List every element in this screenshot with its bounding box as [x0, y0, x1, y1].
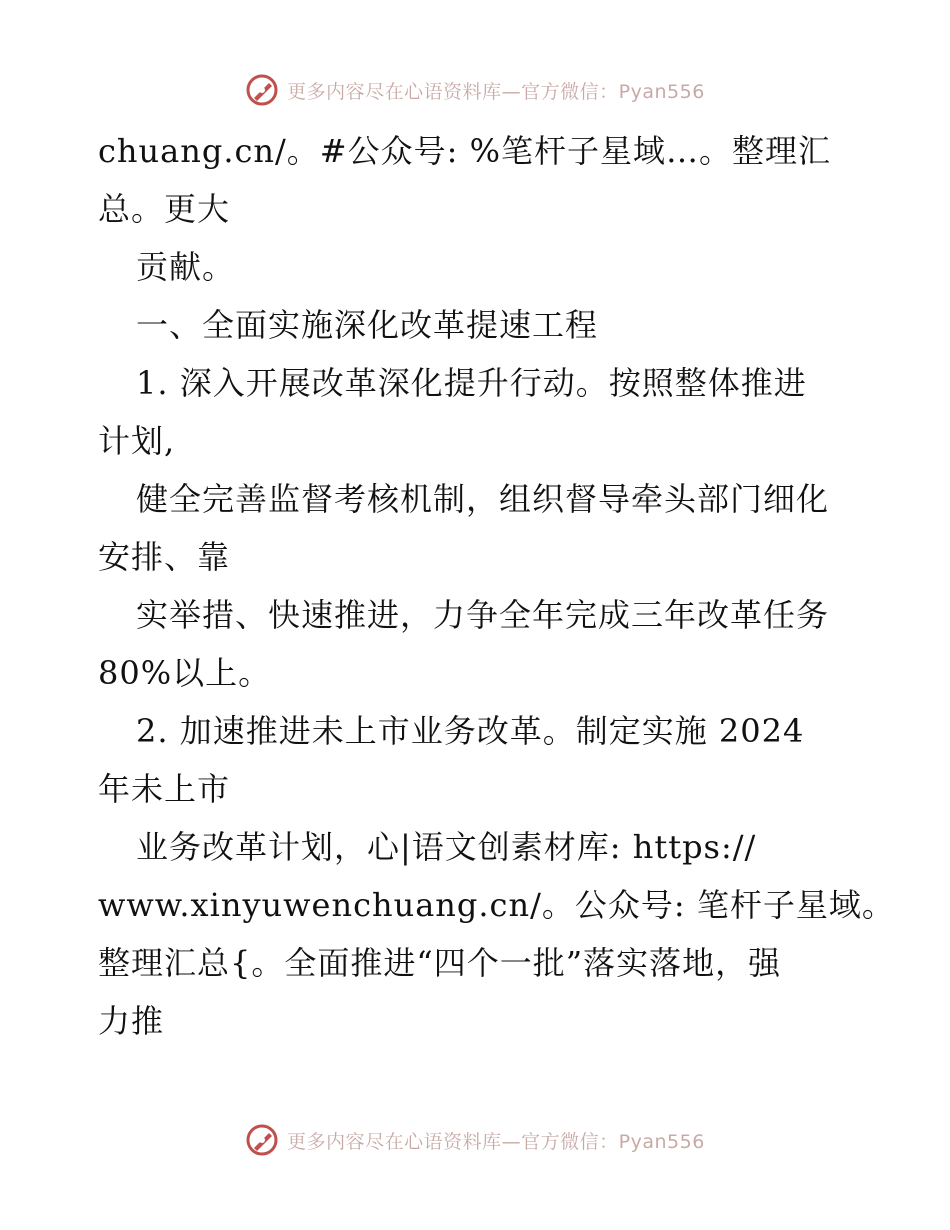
document-body [98, 122, 895, 1050]
text-line: 2. 加速推进未上市业务改革。制定实施 2024 [136, 712, 805, 750]
text-line: chuang.cn/。#公众号: %笔杆子星域…。整理汇 [98, 132, 831, 170]
footer-watermark [0, 1120, 950, 1160]
text-line: www.xinyuwenchuang.cn/。公众号: 笔杆子星域。 [98, 886, 895, 924]
text-line: 总。更大 [98, 190, 231, 228]
text-line: 1. 深入开展改革深化提升行动。按照整体推进 [136, 364, 807, 402]
text-line: 力推 [98, 1002, 165, 1040]
watermark-label: 更多内容尽在心语资料库—官方微信： [287, 1130, 619, 1153]
watermark-label: 更多内容尽在心语资料库—官方微信： [287, 80, 619, 103]
text-line: 整理汇总{。全面推进“四个一批”落实落地，强 [98, 944, 782, 982]
header-watermark [0, 70, 950, 110]
text-line: 健全完善监督考核机制，组织督导牵头部门细化 [136, 480, 830, 518]
text-line: 年未上市 [98, 770, 231, 808]
text-line: 实举措、快速推进，力争全年完成三年改革任务 [136, 596, 830, 634]
watermark-text [287, 1127, 705, 1154]
text-line: 贡献。 [136, 248, 236, 286]
pen-logo-icon [245, 73, 279, 107]
pen-logo-icon [245, 1123, 279, 1157]
text-line: 计划, [98, 422, 176, 460]
text-line: 安排、靠 [98, 538, 231, 576]
section-heading: 一、全面实施深化改革提速工程 [136, 306, 599, 344]
watermark-text [287, 77, 705, 104]
text-line: 业务改革计划，心|语文创素材库: https:// [136, 828, 757, 866]
text-line: 80%以上。 [98, 654, 272, 692]
watermark-id: Pyan556 [618, 80, 705, 103]
watermark-id: Pyan556 [618, 1130, 705, 1153]
